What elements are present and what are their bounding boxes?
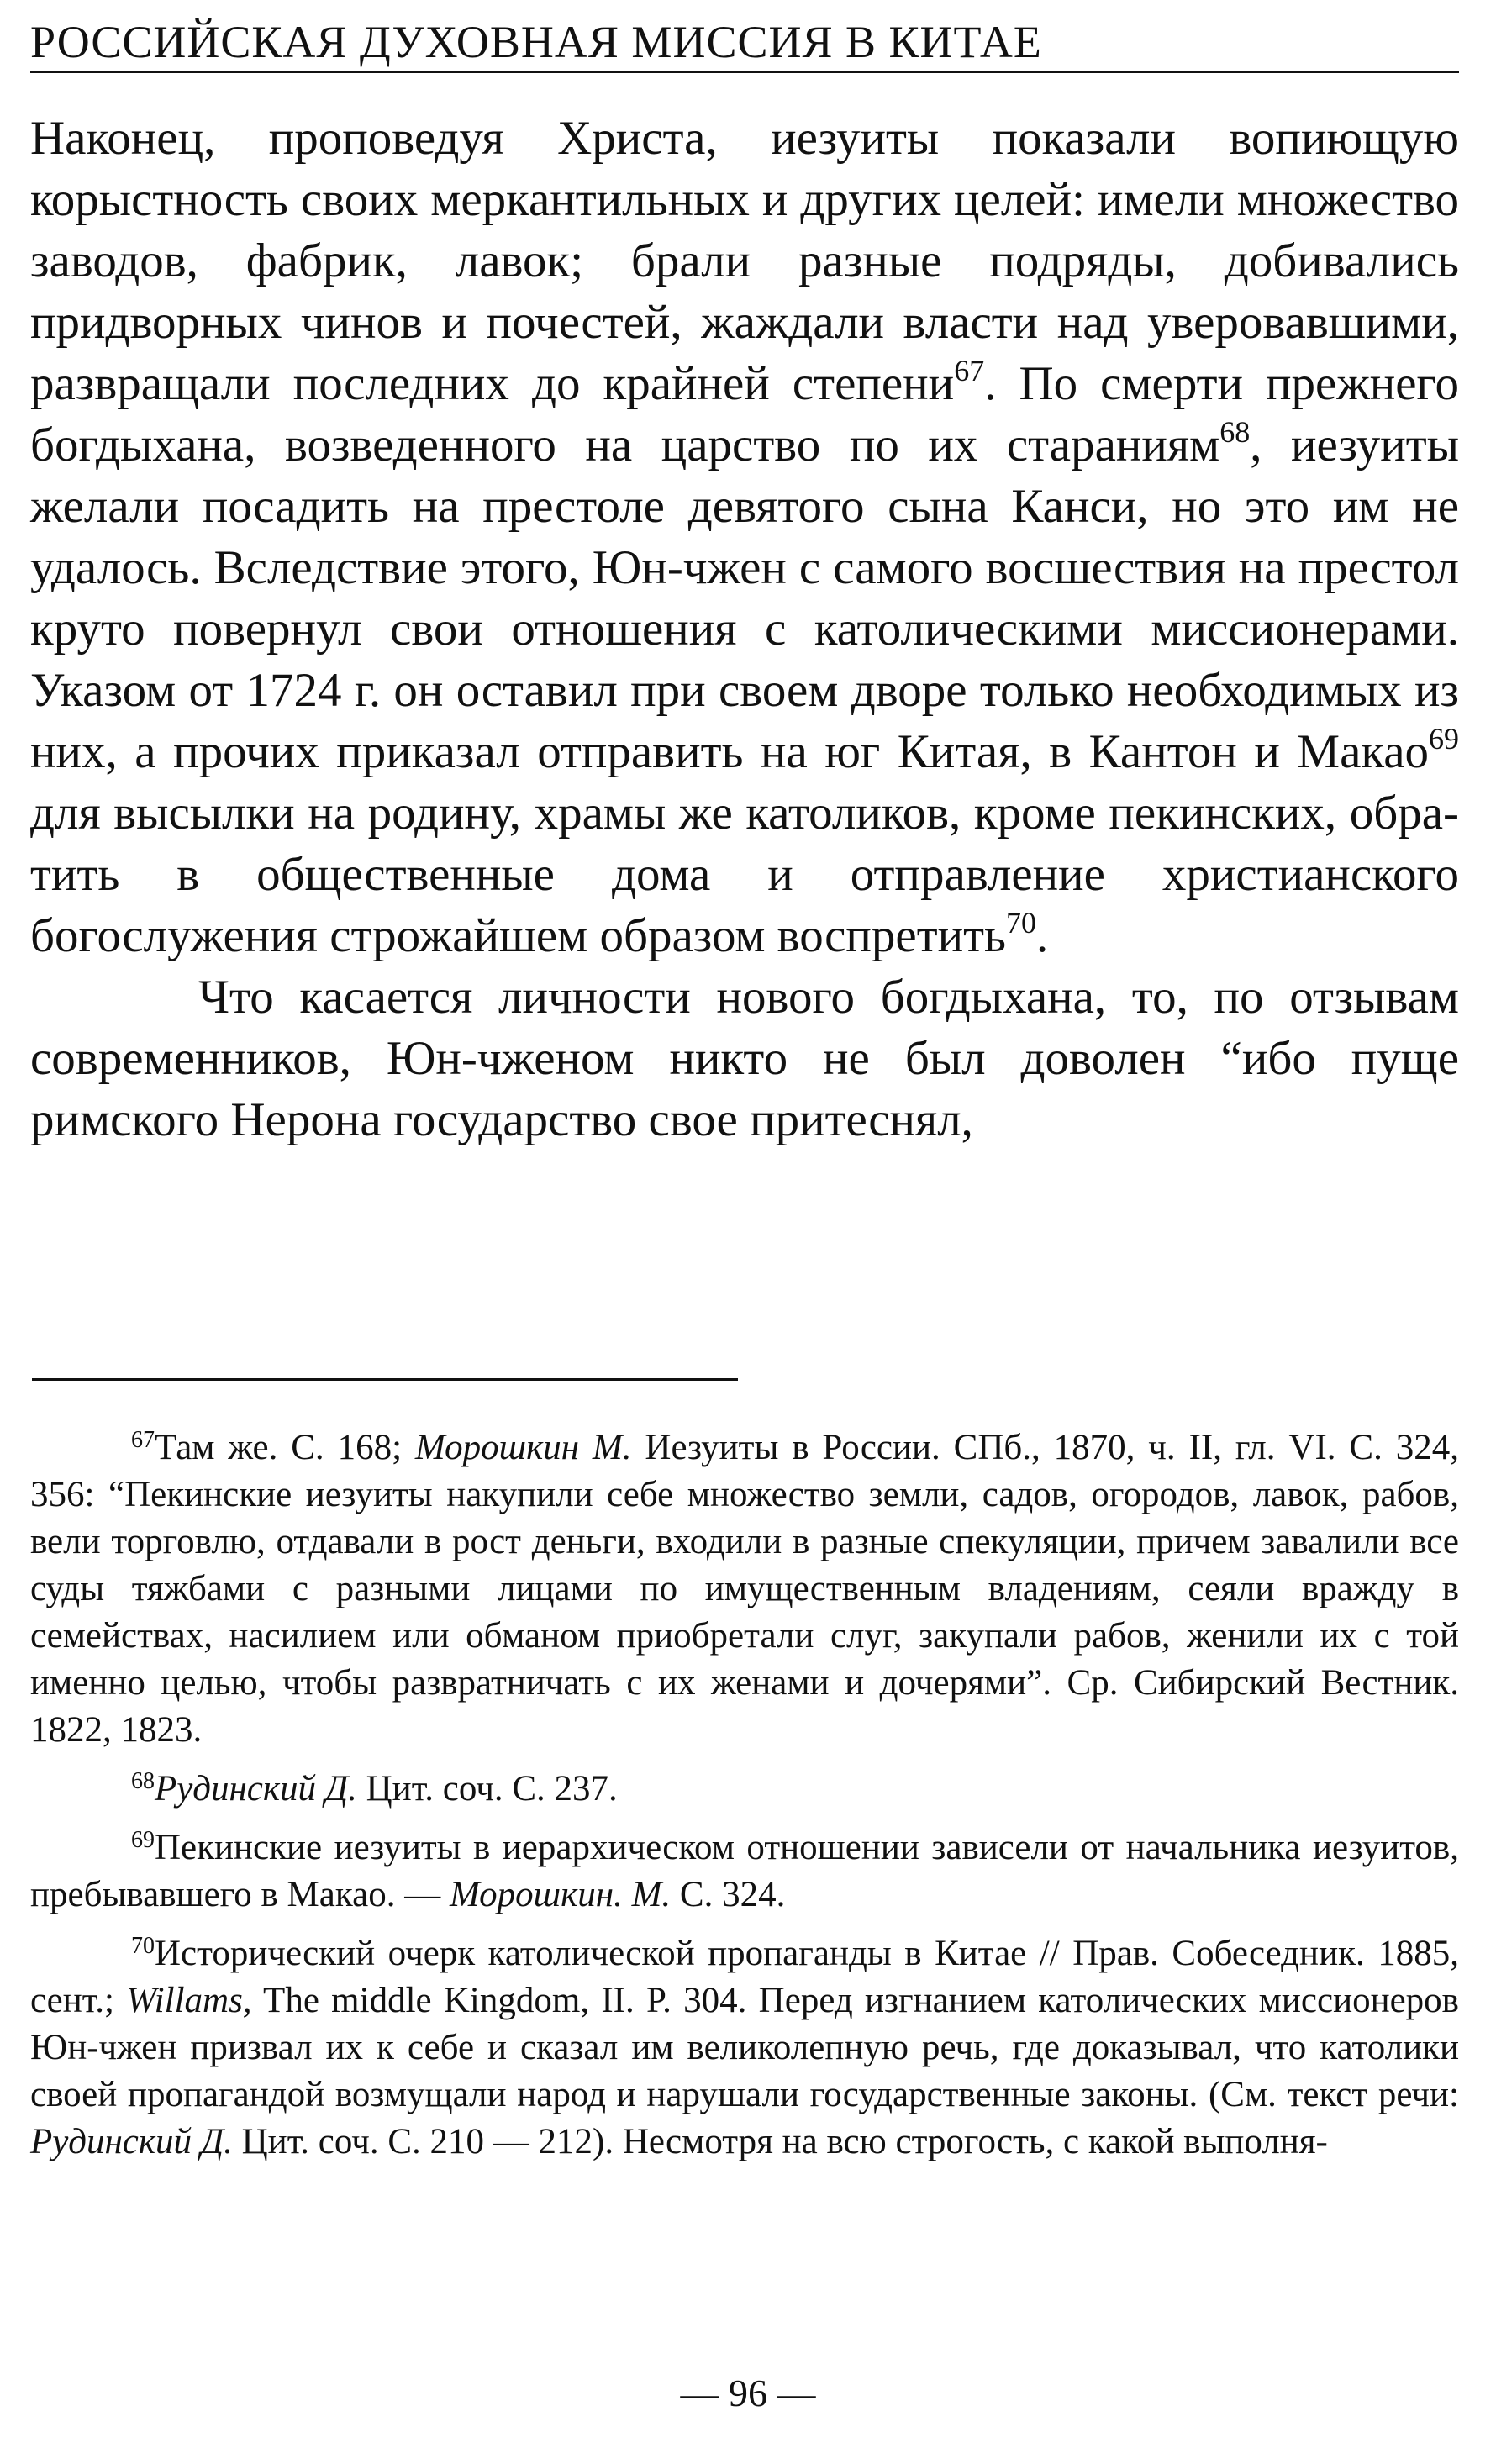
paragraph-1-part-3: , иезуиты желали посадить на престоле девятого сына Канси, но это им не удалось. Вследствие этого, Юн-чжен с самого восшествия на престол круто повернул свои отношения с католическими миссионерами. Указом от 1724 г. он оставил при своем дворе только необходимых из них, а прочих приказал отправить на юг Китая, в Кантон и Макао: [30, 419, 1459, 778]
footnote-70-author-1: Willams,: [126, 1981, 252, 2020]
footnote-number-67: 67: [131, 1427, 155, 1453]
footnote-67-text-a: Там же. С. 168;: [155, 1428, 415, 1467]
main-text: [30, 108, 1459, 1150]
footnote-number-69: 69: [131, 1827, 155, 1853]
footnote-70-text-e: Цит. соч. С. 210 — 212). Несмотря на всю строгость, с какой выполня-: [232, 2122, 1328, 2161]
paragraph-1-part-5: .: [1036, 909, 1049, 962]
paragraph-2: Что касается личности нового богдыхана, то, по отзывам современников, Юн-чженом никто не был доволен “ибо пуще римского Нерона государство свое притеснял,: [30, 971, 1459, 1146]
footnote-68-author: Рудинский Д.: [155, 1769, 357, 1809]
footnote-69-text-a: Пекинские иезуиты в иерархическом отношении зависели от начальника иезуитов, пребывавшего в Макао. —: [30, 1828, 1459, 1914]
footnote-67-author: Морошкин М.: [414, 1428, 632, 1467]
running-header: РОССИЙСКАЯ ДУХОВНАЯ МИССИЯ В КИТАЕ: [30, 17, 1042, 67]
paragraph-1-part-1: Наконец, проповедуя Христа, иезуиты показали вопиющую корыстность своих меркантильных и других целей: имели множество заводов, фабрик, лавок; брали разные подряды, добивались придворных чинов и почестей, жаждали власти над уверовавшими, развращали последних до крайней степени: [30, 112, 1459, 410]
footnote-number-68: 68: [131, 1768, 155, 1794]
footnote-68-text-b: Цит. соч. С. 237.: [356, 1769, 618, 1809]
footnote-70: [30, 1930, 1459, 2166]
footnotes: [30, 1424, 1459, 2177]
footnote-ref-70[interactable]: 70: [1006, 906, 1037, 940]
paragraph-1: [30, 108, 1459, 966]
footnote-69-author: Морошкин. М.: [449, 1875, 672, 1914]
footnote-ref-68[interactable]: 68: [1219, 415, 1251, 449]
footnote-number-70: 70: [131, 1933, 155, 1959]
footnote-68: [30, 1766, 1459, 1813]
footnote-70-text-a: Исторический очерк католической пропаганды в Китае // Прав. Собеседник. 1885, сент.;: [30, 1934, 1459, 2020]
footnote-69: [30, 1824, 1459, 1919]
footnote-rule: [32, 1378, 738, 1381]
footnote-67: [30, 1424, 1459, 1754]
paragraph-1-part-4: для высылки на родину, храмы же католиков, кроме пекинских, обратить в общественные дома и отправление христианского богослужения строжайшем образом воспретить: [30, 787, 1459, 962]
footnote-67-text-c: Иезуиты в России. СПб., 1870, ч. II, гл. VI. С. 324, 356: “Пекинские иезуиты накупили себе множество земли, садов, огородов, лавок, рабов, вели торговлю, отдавали в рост деньги, входили в разные спекуляции, причем завалили все суды тяжбами с разными лицами по имущественным владениям, сеяли вражду в семействах, насилием или обманом приобретали слуг, закупали рабов, женили их с той именно целью, чтобы развратничать с их женами и дочерями”. Ср. Сибирский Вестник. 1822, 1823.: [30, 1428, 1459, 1750]
footnote-ref-69[interactable]: 69: [1429, 722, 1459, 756]
header-rule: [30, 71, 1459, 73]
footnote-70-text-c: The middle Kingdom, II. P. 304. Перед изгнанием католических миссионеров Юн-чжен призвал их к себе и сказал им великолепную речь, где доказывал, что католики своей пропагандой возмущали народ и нарушали государственные законы. (См. текст речи:: [30, 1981, 1459, 2114]
footnote-69-text-c: С. 324.: [671, 1875, 786, 1914]
footnote-ref-67[interactable]: 67: [954, 354, 985, 387]
paragraph-1-part-2: . По смерти прежнего богдыхана, возведенного на царство по их стараниям: [30, 357, 1460, 471]
footnote-70-author-2: Рудинский Д.: [30, 2122, 233, 2161]
page-number: — 96 —: [680, 2372, 816, 2414]
